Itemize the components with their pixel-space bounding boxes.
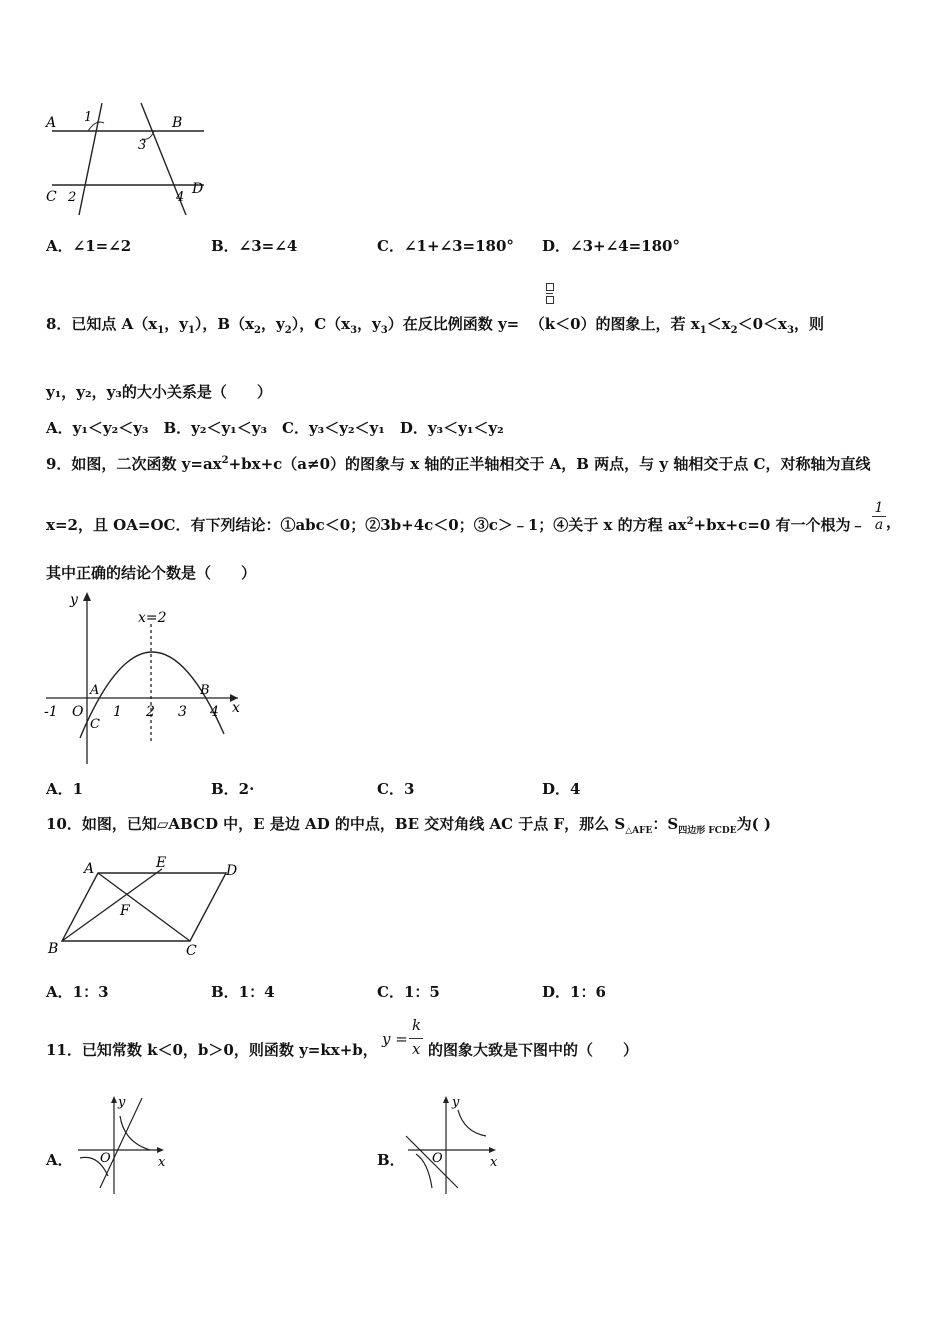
q11-option-a-label: A． [46,1151,73,1169]
label-4: 4 [176,190,185,205]
q11-equation: y = k x [382,1016,422,1058]
q8-question-line1: 8．已知点 $A(x_1$，$y_1$），$B(x_2$，$y_2$），$C(x_3$，$y_3$）在反比例函数 y= （k＜0）的图象上，若 $x_1<x_2<0<x_3$，则 [46,315,824,336]
diagonal-ac [98,873,190,941]
label-C: C [90,717,100,732]
q9-question-line3: 其中正确的结论个数是（ ） [46,564,257,582]
y-axis-arrow [111,1096,117,1103]
q9-question-line1: 9．如图，二次函数 $y=ax^2+bx+c(a\ne 0)$的图象与 x 轴的正半轴相交于 A，B 两点，与 y 轴相交于点 C，对称轴为直线 [46,455,871,473]
label-F: F [120,903,130,919]
label-x: x [158,1155,166,1170]
q9-option-b: B．2· [211,780,255,798]
q9-option-c: C．3 [377,780,415,798]
label-2: 2 [68,190,77,205]
label-O: O [432,1151,443,1166]
label-D: D [192,181,204,197]
q9-option-d: D．4 [542,780,581,798]
label-t1: 1 [113,704,122,720]
label-3: 3 [138,138,147,153]
hyperbola-upper [458,1110,486,1136]
parallel-lines-figure [44,103,210,218]
q10-option-d: D．1：6 [542,983,606,1001]
label-A: A [90,683,100,698]
label-1: 1 [84,110,93,125]
label-y: y [70,592,78,608]
q10-option-a: A．1：3 [46,983,109,1001]
x-axis-arrow [489,1147,496,1153]
label-O: O [100,1151,111,1166]
label-m1: -1 [44,704,58,720]
label-sym: x=2 [138,610,167,626]
label-B: B [200,683,210,698]
q10-question: 10．如图，已知▱ABCD 中，E 是边 AD 的中点，BE 交对角线 AC 于点 F，那么 $S_{\triangle AFE}$：$S_{四边形 FCDE}$为( ) [46,815,771,836]
label-A: A [84,861,95,877]
label-O: O [72,704,84,720]
q7-option-b: B．∠3=∠4 [211,237,298,255]
label-t3: 3 [178,704,187,720]
label-C: C [46,189,57,205]
label-y: y [452,1095,460,1110]
label-t2: 2 [146,704,155,720]
q7-option-a: A．∠1=∠2 [46,237,132,255]
label-t4: 4 [210,704,219,720]
parallelogram-figure [44,855,244,960]
label-B: B [48,941,59,957]
q9-fraction: $\frac{1}{a}$ [872,500,886,533]
label-x: x [232,700,240,716]
q11-option-b-label: B． [377,1151,405,1169]
q9-option-a: A．1 [46,780,84,798]
label-A: A [46,115,57,131]
q9-question-line2: x=2，且 OA=OC．有下列结论：①abc＜0；②3b+4c＜0；③c＞﹣1；④关于 x 的方程 $ax^2+bx+c=0$ 有一个根为﹣ [46,516,866,534]
q7-option-d: D．∠3+∠4=180° [542,237,680,255]
q11-question-b: 的图象大致是下图中的（ ） [428,1041,639,1059]
label-B: B [172,115,183,131]
q8-question-line2: y₁，y₂，y₃的大小关系是（ ） [46,383,272,401]
q11-graph-b [402,1092,502,1196]
broken-fraction-glyph [546,283,553,303]
hyperbola-upper [120,1116,150,1150]
q8-options: A．y₁＜y₂＜y₃ B．y₂＜y₁＜y₃ C．y₃＜y₂＜y₁ D．y₃＜y₁＜y₂ [46,419,504,437]
q10-option-c: C．1：5 [377,983,440,1001]
label-y: y [118,1095,126,1110]
label-x: x [490,1155,498,1170]
label-C: C [186,943,197,959]
x-axis-arrow [157,1147,164,1153]
parabola-figure [42,588,252,768]
q10-option-b: B．1：4 [211,983,275,1001]
q11-graph-a [72,1092,170,1196]
q11-question-a: 11．已知常数 k＜0，b＞0，则函数 y=kx+b， [46,1041,378,1059]
y-axis-arrow [83,592,91,601]
q9-comma: ， [886,513,902,531]
segment-be [62,869,162,941]
y-axis-arrow [443,1096,449,1103]
label-D: D [226,863,238,879]
label-E: E [156,855,167,871]
q7-option-c: C．∠1+∠3=180° [377,237,514,255]
